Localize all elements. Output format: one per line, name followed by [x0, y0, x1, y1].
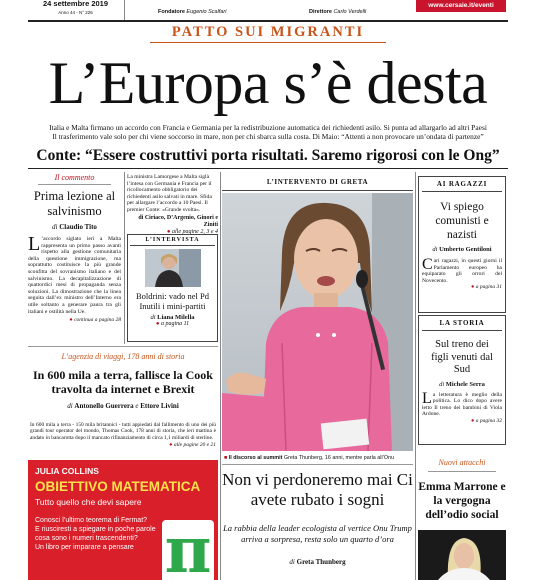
cook-headline[interactable]: In 600 mila a terra, fallisce la Cook travolta da internet e Brexit — [33, 368, 213, 396]
cook-byline — [28, 402, 218, 410]
promo-symbol: π — [164, 513, 212, 580]
storia-byline-prefix: di — [439, 380, 445, 388]
greta-standfirst: La rabbia della leader ecologista al vertice Onu Trump arriva a sorpresa, resta solo un quarto d’ora — [223, 523, 412, 544]
ragazzi-text-block — [422, 258, 502, 284]
storia-label: LA STORIA — [439, 319, 485, 327]
commento-continue-line[interactable] — [28, 317, 121, 324]
ragazzi-page-line[interactable] — [422, 284, 502, 291]
storia-author: Michele Serra — [445, 380, 485, 388]
commento-block — [28, 172, 121, 324]
intervista-page[interactable]: a pagina 11 — [160, 321, 190, 327]
cook-author-2: Ettore Livini — [140, 402, 179, 410]
lead-summary-2: Il trasferimento vale solo per chi viene soccorso in mare, non per chi sbarca sulla costa. Di Maio: “Attenti a non provocare un’ondata di partenze” — [52, 132, 484, 141]
cook-byline-prefix: di — [67, 402, 73, 410]
cook-text: In 600 mila a terra - 150 mila britannici - tutti appiedati dal fallimento di uno dei più grandi tour operator del mondo, Thomas Cook, 178 anni di storia, che ieri mattina è andato in bancarotta dopo il mancato rifinanziamento di circa 1,1 miliardi di sterline. — [30, 422, 216, 441]
cook-author-1: Antonello Guerrera — [74, 402, 134, 410]
cook-pages[interactable]: alle pagine 20 e 21 — [173, 442, 216, 448]
arrow-icon: ● — [166, 228, 171, 235]
greta-photo[interactable] — [222, 193, 413, 451]
promo-title: OBIETTIVO MATEMATICA — [35, 479, 201, 494]
commento-byline — [28, 223, 121, 231]
storia-page[interactable]: a pagina 32 — [475, 417, 502, 424]
storia-dropcap: L — [422, 389, 432, 407]
nuovi-kicker: Nuovi attacchi — [438, 458, 486, 467]
greta-caption-text: Greta Thunberg, 16 anni, mentre parla all’Onu — [283, 455, 395, 461]
director-name: Carlo Verdelli — [333, 9, 367, 15]
arrow-icon: ● — [169, 442, 173, 448]
camera-icon: ■ — [224, 455, 228, 461]
promo-q3: Un libro per imparare a pensare — [35, 544, 134, 551]
nuovi-headline[interactable]: Emma Marrone e la vergogna dell’odio social — [418, 481, 506, 521]
lead-summary-1: Italia e Malta firmano un accordo con Francia e Germania per la redistribuzione automatica dei richiedenti asilo. Si punta ad allargarlo ad altri Paesi — [49, 123, 487, 132]
greta-caption-bold: Il discorso al summit — [228, 455, 283, 461]
commento-label: Il commento — [54, 173, 95, 182]
brief-pages[interactable]: alle pagine 2, 3 e 4 — [172, 228, 218, 235]
pi-icon — [162, 513, 214, 580]
commento-byline-prefix: di — [52, 223, 58, 231]
ragazzi-title[interactable]: Vi spiego comunisti e nazisti — [435, 201, 489, 241]
promo-q1: Conosci l’ultimo teorema di Fermat? — [35, 517, 148, 524]
intervista-title[interactable]: Boldrini: vado nel Pd Inutili i mini-partiti — [136, 291, 209, 311]
ragazzi-text: ari ragazzi, in questi giorni il Parlamento europeo ha equiparato gli orrori del Novecento. — [422, 258, 502, 284]
intervista-author: Liana Milella — [157, 314, 195, 321]
commento-text: ’accordo siglato ieri a Malta rappresenta un primo passo avanti rispetto alla gestione comunitaria della questione immigrazione, ma soprattutto costituisce la più grande sconfitta del sovranismo italiano e del salvinismo. La decapitalizzazione di quattordici mesi di propaganda senza soluzioni. La dimostrazione che la linea seguita dall’ex ministro dell’Interno era utile soltanto a generare paura tra gli italiani e ostilità nella Ue. — [28, 236, 121, 315]
lead-subhead[interactable]: Conte: “Essere costruttivi porta risultati. Saremo rigorosi con le Ong” — [36, 147, 500, 164]
commento-text-block — [28, 233, 121, 315]
founder-label: Fondatore — [158, 9, 185, 15]
arrow-icon: ● — [471, 284, 475, 291]
storia-byline — [422, 381, 502, 388]
cook-pages-line[interactable] — [30, 442, 216, 449]
ragazzi-author: Umberto Gentiloni — [439, 246, 492, 253]
ragazzi-dropcap: C — [422, 256, 433, 273]
arrow-icon: ● — [155, 321, 160, 327]
brief-text: La ministra Lamorgese a Malta siglà l’intesa con Germania e Francia per il ricollocamento obbligatorio dei richiedenti asilo salvati in mare. Sfida per allargare l’accordo a 10 Paesi. Il premier Conte: «Grande svolta». — [127, 174, 212, 213]
ragazzi-byline — [422, 246, 502, 253]
ad-url[interactable]: www.cersaie.it/eventi — [428, 2, 494, 9]
boldrini-photo — [145, 249, 201, 287]
masthead-date-block — [28, 0, 123, 17]
greta-author: Greta Thunberg — [296, 558, 346, 566]
greta-label: L’INTERVENTO DI GRETA — [266, 178, 369, 186]
promo-ad[interactable] — [28, 460, 218, 580]
lead-kicker: PATTO SUI MIGRANTI — [171, 24, 365, 40]
storia-page-line[interactable] — [422, 418, 502, 425]
brief-bylines: di Ciriaco, D’Argenio, Ginori e Ziniti — [138, 214, 218, 228]
intervista-byline — [130, 314, 215, 321]
intervista-label: L’INTERVISTA — [145, 237, 200, 243]
brief-block — [127, 174, 218, 236]
director-line — [309, 9, 366, 15]
intervista-box — [127, 234, 218, 342]
founder-line — [158, 9, 226, 15]
storia-text-block — [422, 389, 502, 418]
greta-byline-prefix: di — [289, 558, 295, 566]
greta-headline[interactable]: Non vi perdoneremo mai Ci avete rubato i sogni — [222, 470, 413, 509]
cook-text-block — [30, 422, 216, 441]
masthead-date: 24 settembre 2019 — [42, 0, 109, 8]
greta-byline — [222, 558, 413, 566]
ragazzi-label: AI RAGAZZI — [436, 180, 488, 188]
commento-dropcap: L — [28, 233, 41, 255]
intervista-byline-prefix: di — [150, 314, 156, 321]
ragazzi-page[interactable]: a pagina 31 — [475, 284, 502, 291]
founder-name: Eugenio Scalfari — [186, 9, 227, 15]
director-label: Direttore — [309, 9, 332, 15]
intervista-page-line[interactable] — [130, 321, 215, 328]
storia-box — [418, 315, 506, 445]
emma-photo[interactable] — [418, 530, 506, 580]
commento-continue[interactable]: continua a pagina 28 — [74, 317, 121, 324]
storia-title[interactable]: Sul treno dei figli venuti dal Sud — [431, 339, 493, 375]
greta-caption — [224, 455, 415, 462]
promo-author: JULIA COLLINS — [35, 466, 99, 476]
lead-headline[interactable]: L’Europa s’è desta — [48, 50, 488, 116]
cook-authors-join: e — [135, 402, 139, 410]
promo-subtitle: Tutto quello che devi sapere — [35, 497, 142, 507]
commento-title[interactable]: Prima lezione al salvinismo — [33, 189, 116, 218]
commento-author: Claudio Tito — [59, 223, 97, 231]
ad-url-banner[interactable] — [416, 0, 506, 12]
ragazzi-box — [418, 176, 506, 313]
arrow-icon: ● — [471, 417, 475, 424]
arrow-icon: ● — [69, 317, 73, 324]
storia-text: a letteratura è meglio della politica. Lo dico dopo avere letto Il treno dei bambini di Viola Ardone. — [422, 391, 502, 418]
promo-q2: E riusciresti a spiegare in poche parole cosa sono i numeri trascendenti? — [35, 526, 156, 542]
masthead-issue: Anno 44 - N° 226 — [58, 10, 93, 15]
ragazzi-byline-prefix: di — [432, 246, 438, 253]
cook-kicker: L’agenzia di viaggi, 178 anni di storia — [61, 352, 185, 361]
